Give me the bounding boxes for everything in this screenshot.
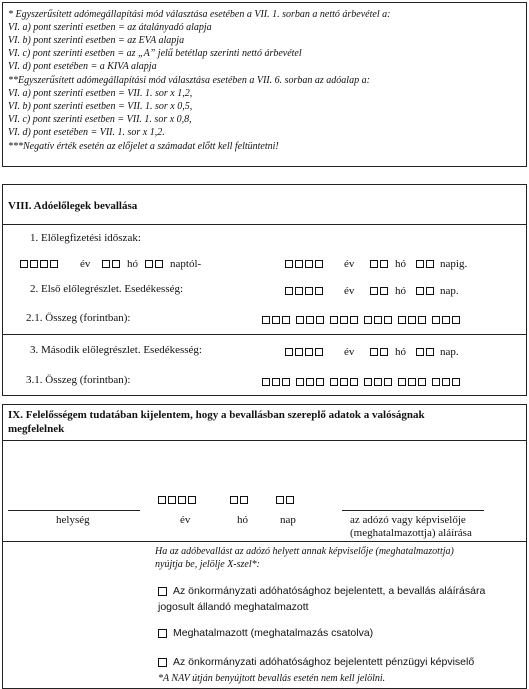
sign-day[interactable] [276,495,296,505]
divider [2,541,527,542]
option-label: Az önkormányzati adóhatósághoz bejelentett, a bevallás aláírására [173,585,486,597]
row3-year[interactable] [285,347,325,357]
option-label: Meghatalmazott (meghatalmazás csatolva) [173,627,374,639]
row1-label: 1. Előlegfizetési időszak: [30,232,141,244]
row31-label: 3.1. Összeg (forintban): [26,374,131,386]
label-ho: hó [127,258,138,270]
note-line: VI. c) pont szerinti esetben = VII. 1. sor x 0,8, [8,114,192,125]
signature-label-cont: (meghatalmazottja) aláírása [350,527,472,539]
label-ev: év [344,258,355,270]
note-line: VI. b) pont szerinti esetben = VII. 1. sor x 0,5, [8,101,193,112]
row2-year[interactable] [285,286,325,296]
row3-label: 3. Második előlegrészlet. Esedékesség: [30,344,202,356]
checkbox[interactable] [158,658,167,667]
row1-month-to[interactable] [370,259,390,269]
label-ho: hó [395,346,406,358]
row3-month[interactable] [370,347,390,357]
row21-label: 2.1. Összeg (forintban): [26,312,131,324]
section-ix-title: IX. Felelősségem tudatában kijelentem, hogy a bevallásban szereplő adatok a valóságnak [8,409,425,421]
row1-date-to[interactable] [285,259,325,269]
label-ho: hó [237,514,248,526]
note-line: * Egyszerűsített adómegállapítási mód választása esetében a VII. 1. sorban a nettó árbevétel a: [8,9,391,20]
label-ev: év [344,285,355,297]
place-line[interactable] [8,510,140,511]
signature-label: az adózó vagy képviselője [350,514,466,526]
label-ho: hó [395,258,406,270]
checkbox[interactable] [158,629,167,638]
label-napig: napig. [440,258,468,270]
option-financial-representative[interactable] [158,656,474,669]
label-nap: nap [280,514,296,526]
row2-day[interactable] [416,286,436,296]
option-permanent-representative[interactable] [158,585,485,598]
row1-date-from[interactable] [20,259,60,269]
representative-intro-cont: nyújtja be, jelölje X-szel*: [155,559,260,570]
row1-day-to[interactable] [416,259,436,269]
row2-month[interactable] [370,286,390,296]
note-line: VI. d) pont esetében = VII. 1. sor x 1,2. [8,127,165,138]
row3-day[interactable] [416,347,436,357]
note-line: **Egyszerűsített adómegállapítási mód választása esetében a VII. 6. sorban az adóalap a: [8,75,370,86]
row2-label: 2. Első előlegrészlet. Esedékesség: [30,283,184,295]
label-nap: nap. [440,346,459,358]
label-naptol: naptól- [170,258,202,270]
row1-day-from[interactable] [145,259,165,269]
representative-intro: Ha az adóbevallást az adózó helyett annak képviselője (meghatalmazottja) [155,546,454,557]
note-line: VI. d) pont esetében = a KIVA alapja [8,61,157,72]
footnote: *A NAV útján benyújtott bevallás esetén nem kell jelölni. [158,673,386,684]
option-permanent-representative-cont: jogosult állandó meghatalmazott [158,601,309,613]
label-helyseg: helység [56,514,90,526]
row21-amount[interactable] [262,315,462,325]
option-label: Az önkormányzati adóhatósághoz bejelentett pénzügyi képviselő [173,656,475,668]
note-line: VI. c) pont szerinti esetben = az „A” jelű betétlap szerinti nettó árbevétel [8,48,302,59]
note-line: VI. b) pont szerinti esetben = az EVA alapja [8,35,185,46]
note-line: VI. a) pont szerinti esetben = VII. 1. sor x 1,2, [8,88,193,99]
label-ev: év [80,258,91,270]
section-viii-title: VIII. Adóelőlegek bevallása [8,200,138,212]
divider [2,334,527,335]
sign-year[interactable] [158,495,198,505]
checkbox[interactable] [158,587,167,596]
row31-amount[interactable] [262,377,462,387]
label-ev: év [180,514,191,526]
sign-month[interactable] [230,495,250,505]
label-nap: nap. [440,285,459,297]
note-line: ***Negatív érték esetén az előjelet a számadat előtt kell feltüntetni! [8,141,279,152]
row1-month-from[interactable] [102,259,122,269]
divider [2,440,527,441]
label-ev: év [344,346,355,358]
label-ho: hó [395,285,406,297]
option-authorized[interactable] [158,627,373,640]
section-ix-title-cont: megfelelnek [8,423,65,435]
divider [2,224,527,225]
note-line: VI. a) pont szerinti esetben = az átalányadó alapja [8,22,212,33]
signature-line[interactable] [342,510,484,511]
